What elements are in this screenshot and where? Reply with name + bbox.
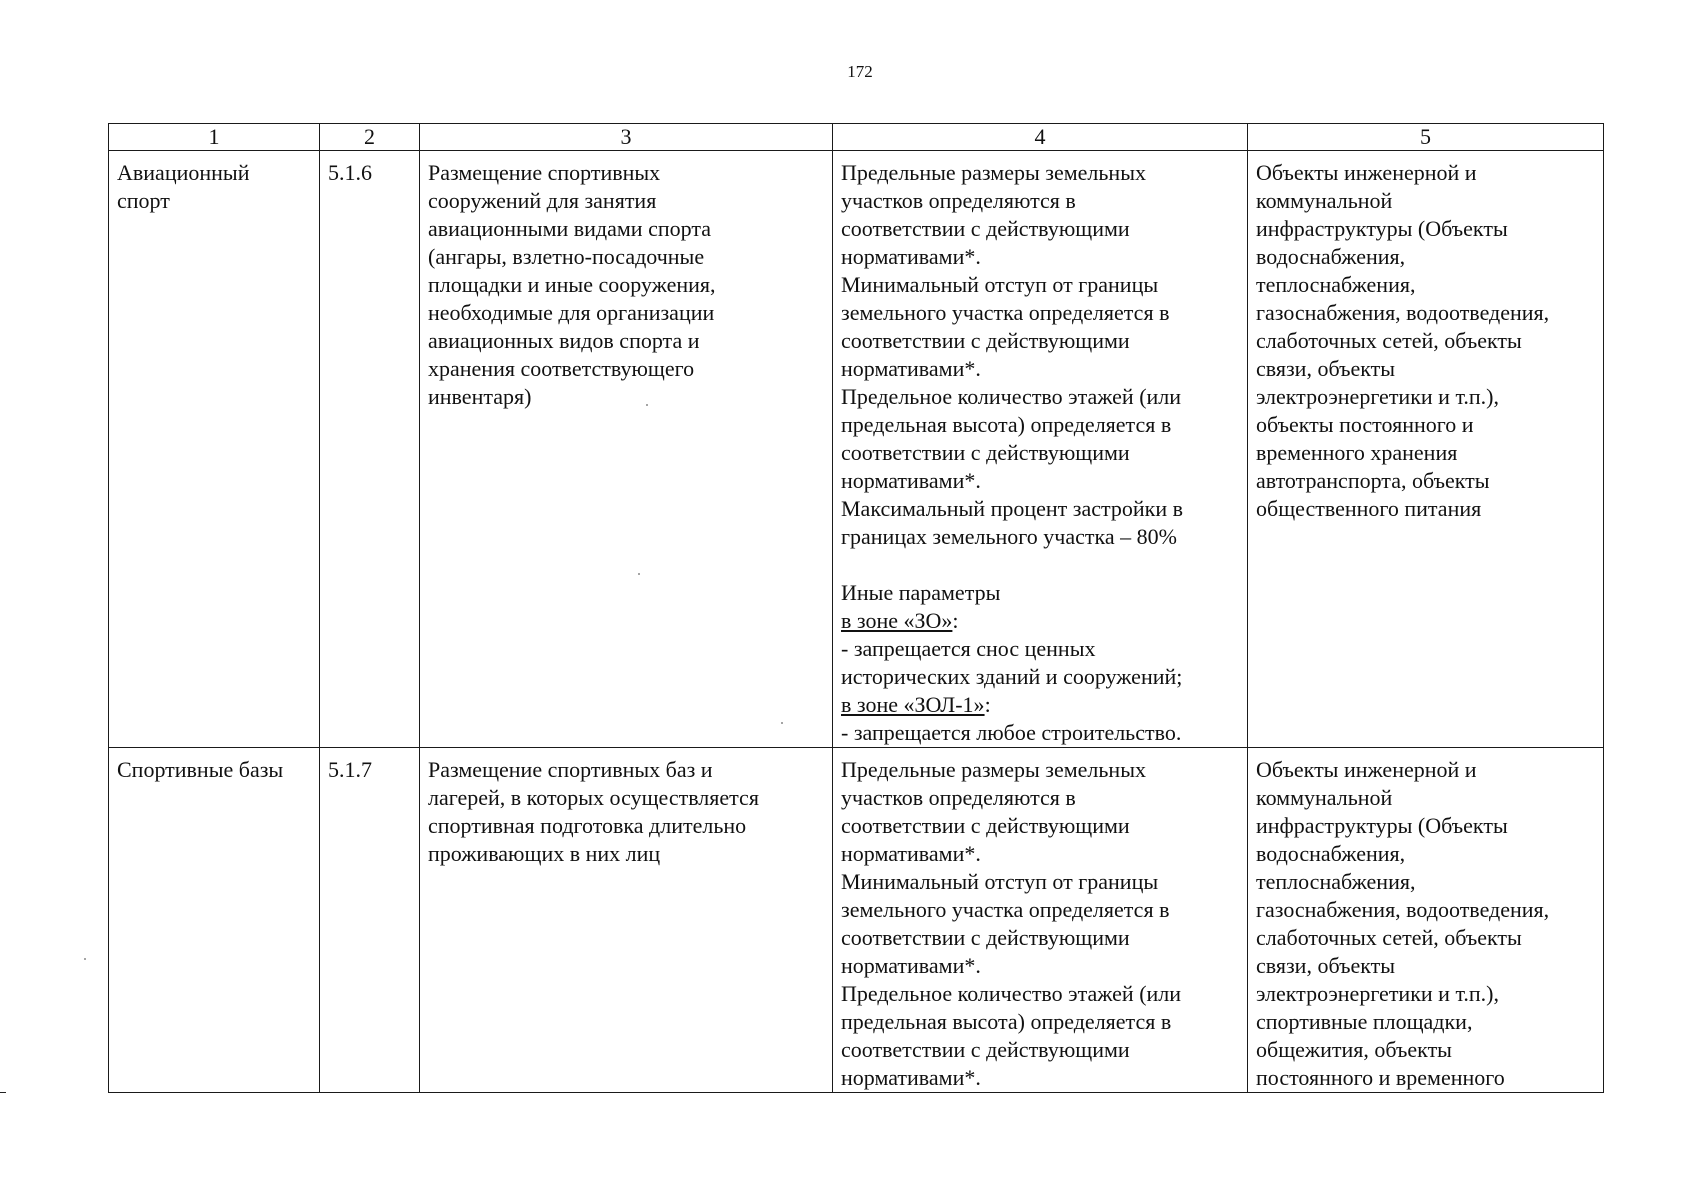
scan-speck [638,573,640,575]
aux-line: теплоснабжения, [1256,272,1416,297]
aux-line: временного хранения [1256,440,1458,465]
parameter-line: Предельное количество этажей (или [841,384,1182,409]
aux-line: общежития, объекты [1256,1037,1452,1062]
parameter-line: соответствии с действующими [841,328,1130,353]
parameters-cell [833,151,1248,748]
use-description-cell [420,748,833,1093]
header-col-3: 3 [420,124,833,151]
aux-line: объекты постоянного и [1256,412,1474,437]
use-code: 5.1.7 [328,757,372,782]
auxiliary-uses-cell [1248,748,1604,1093]
table-row [109,748,1604,1093]
description-line: Размещение спортивных баз и [428,757,713,782]
parameter-line: Максимальный процент застройки в [841,496,1183,521]
parameters-cell [833,748,1248,1093]
aux-line: водоснабжения, [1256,841,1406,866]
aux-line: общественного питания [1256,496,1482,521]
parameter-line: нормативами*. [841,841,981,866]
description-line: авиационными видами спорта [428,216,711,241]
auxiliary-uses-cell [1248,151,1604,748]
aux-line: газоснабжения, водоотведения, [1256,300,1550,325]
parameter-line: Предельные размеры земельных [841,757,1146,782]
description-line: необходимые для организации [428,300,715,325]
parameter-line: участков определяются в [841,188,1076,213]
description-line: (ангары, взлетно-посадочные [428,244,705,269]
parameter-line: соответствии с действующими [841,216,1130,241]
aux-line: газоснабжения, водоотведения, [1256,897,1550,922]
parameter-line: Минимальный отступ от границы [841,869,1159,894]
parameter-line: предельная высота) определяется в [841,1009,1172,1034]
zone-rule-line: - запрещается любое строительство. [841,720,1182,745]
parameter-line: соответствии с действующими [841,1037,1130,1062]
aux-line: электроэнергетики и т.п.), [1256,981,1499,1006]
scan-edge-mark [0,1092,6,1093]
description-line: Размещение спортивных [428,160,661,185]
parameter-line: Минимальный отступ от границы [841,272,1159,297]
aux-line: спортивные площадки, [1256,1009,1473,1034]
scan-speck [781,722,783,724]
scan-speck [646,404,648,406]
zone-zol1-label: в зоне «ЗОЛ-1»: [841,692,991,717]
aux-line: коммунальной [1256,188,1393,213]
description-line: площадки и иные сооружения, [428,272,716,297]
parameter-line: соответствии с действующими [841,925,1130,950]
aux-line: теплоснабжения, [1256,869,1416,894]
aux-line: связи, объекты [1256,953,1396,978]
header-col-1: 1 [109,124,320,151]
parameter-line: участков определяются в [841,785,1076,810]
land-use-table [108,123,1604,1093]
scan-speck [84,958,86,960]
use-description-cell [420,151,833,748]
description-line: инвентаря) [428,384,532,409]
description-line: проживающих в них лиц [428,841,661,866]
use-code: 5.1.6 [328,160,372,185]
use-name-cell [109,748,320,1093]
header-col-5: 5 [1248,124,1604,151]
parameter-line: соответствии с действующими [841,813,1130,838]
aux-line: инфраструктуры (Объекты [1256,216,1508,241]
aux-line: автотранспорта, объекты [1256,468,1490,493]
other-params-title: Иные параметры [841,580,1001,605]
description-line: сооружений для занятия [428,188,657,213]
header-col-4: 4 [833,124,1248,151]
aux-line: Объекты инженерной и [1256,160,1477,185]
use-name-cell [109,151,320,748]
parameter-line: нормативами*. [841,356,981,381]
use-code-cell [320,748,420,1093]
parameter-line: нормативами*. [841,1065,981,1090]
aux-line: связи, объекты [1256,356,1396,381]
use-name-line: Авиационный [117,160,250,185]
use-name-line: спорт [117,188,170,213]
aux-line: слаботочных сетей, объекты [1256,328,1522,353]
parameter-line: Предельные размеры земельных [841,160,1146,185]
zone-rule-line: - запрещается снос ценных [841,636,1096,661]
parameter-line: земельного участка определяется в [841,897,1170,922]
aux-line: слаботочных сетей, объекты [1256,925,1522,950]
paragraph-gap [841,551,1239,579]
aux-line: коммунальной [1256,785,1393,810]
parameter-line: нормативами*. [841,468,981,493]
aux-line: постоянного и временного [1256,1065,1505,1090]
aux-line: инфраструктуры (Объекты [1256,813,1508,838]
use-code-cell [320,151,420,748]
aux-line: Объекты инженерной и [1256,757,1477,782]
description-line: авиационных видов спорта и [428,328,700,353]
parameter-line: нормативами*. [841,244,981,269]
parameter-line: границах земельного участка – 80% [841,524,1177,549]
header-col-2: 2 [320,124,420,151]
parameter-line: соответствии с действующими [841,440,1130,465]
description-line: лагерей, в которых осуществляется [428,785,759,810]
parameter-line: земельного участка определяется в [841,300,1170,325]
aux-line: водоснабжения, [1256,244,1406,269]
description-line: спортивная подготовка длительно [428,813,747,838]
zone-zo-label: в зоне «ЗО»: [841,608,959,633]
parameter-line: нормативами*. [841,953,981,978]
header-row [109,124,1604,151]
parameter-line: предельная высота) определяется в [841,412,1172,437]
parameter-line: Предельное количество этажей (или [841,981,1182,1006]
zone-rule-line: исторических зданий и сооружений; [841,664,1183,689]
description-line: хранения соответствующего [428,356,695,381]
table-row [109,151,1604,748]
page-number: 172 [847,62,873,81]
use-name-line: Спортивные базы [117,757,284,782]
aux-line: электроэнергетики и т.п.), [1256,384,1499,409]
